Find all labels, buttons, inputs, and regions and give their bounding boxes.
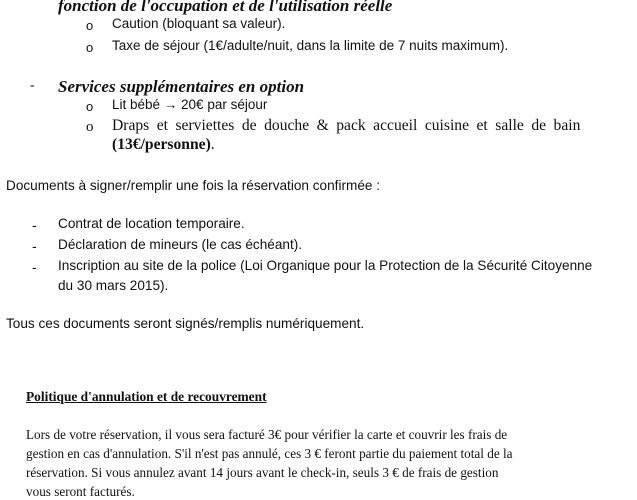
bullet-circle: o — [86, 18, 94, 33]
bullet-dash: - — [30, 78, 35, 93]
bullet-dash: - — [32, 238, 37, 254]
list-item-taxe: Taxe de séjour (1€/adulte/nuit, dans la limite de 7 nuits maximum). — [112, 38, 509, 53]
documents-intro: Documents à signer/remplir une fois la réservation confirmée : — [6, 178, 380, 193]
section-heading-services: Services supplémentaires en option — [58, 77, 305, 96]
document-item-police-cont: du 30 mars 2015). — [58, 278, 169, 293]
list-item-draps-price — [112, 136, 215, 154]
document-item-contrat: Contrat de location temporaire. — [58, 216, 245, 231]
bullet-dash: - — [32, 259, 37, 275]
cancellation-title: Politique d'annulation et de recouvrement — [26, 389, 267, 404]
bullet-dash: - — [32, 217, 37, 233]
cancellation-line-4: vous seront facturés. — [26, 484, 135, 499]
list-item-draps: Draps et serviettes de douche & pack accueil cuisine et salle de bain — [112, 117, 581, 134]
bullet-circle: o — [86, 40, 94, 55]
cancellation-line-2: gestion en cas d'annulation. S'il n'est pas annulé, ces 3 € feront partie du paiement total de la — [26, 446, 513, 461]
list-item-lit-bebe: Lit bébé → 20€ par séjour — [112, 97, 268, 112]
cancellation-line-1: Lors de votre réservation, il vous sera facturé 3€ pour vérifier la carte et couvrir les frais de — [26, 427, 508, 442]
cancellation-line-3: réservation. Si vous annulez avant 14 jours avant le check-in, seuls 3 € de frais de gestion — [26, 465, 499, 480]
list-item-caution: Caution (bloquant sa valeur). — [112, 16, 286, 31]
price-text: (13€/personne) — [112, 136, 211, 153]
document-item-police: Inscription au site de la police (Loi Organique pour la Protection de la Sécurité Citoyenne — [58, 258, 593, 273]
bullet-circle: o — [86, 99, 94, 114]
bullet-circle: o — [86, 119, 94, 135]
section-heading-occupation: fonction de l'occupation et de l'utilisation réelle — [58, 0, 393, 15]
document-item-mineurs: Déclaration de mineurs (le cas échéant). — [58, 237, 303, 252]
price-text-end: . — [210, 136, 215, 153]
documents-outro: Tous ces documents seront signés/remplis numériquement. — [6, 316, 365, 331]
